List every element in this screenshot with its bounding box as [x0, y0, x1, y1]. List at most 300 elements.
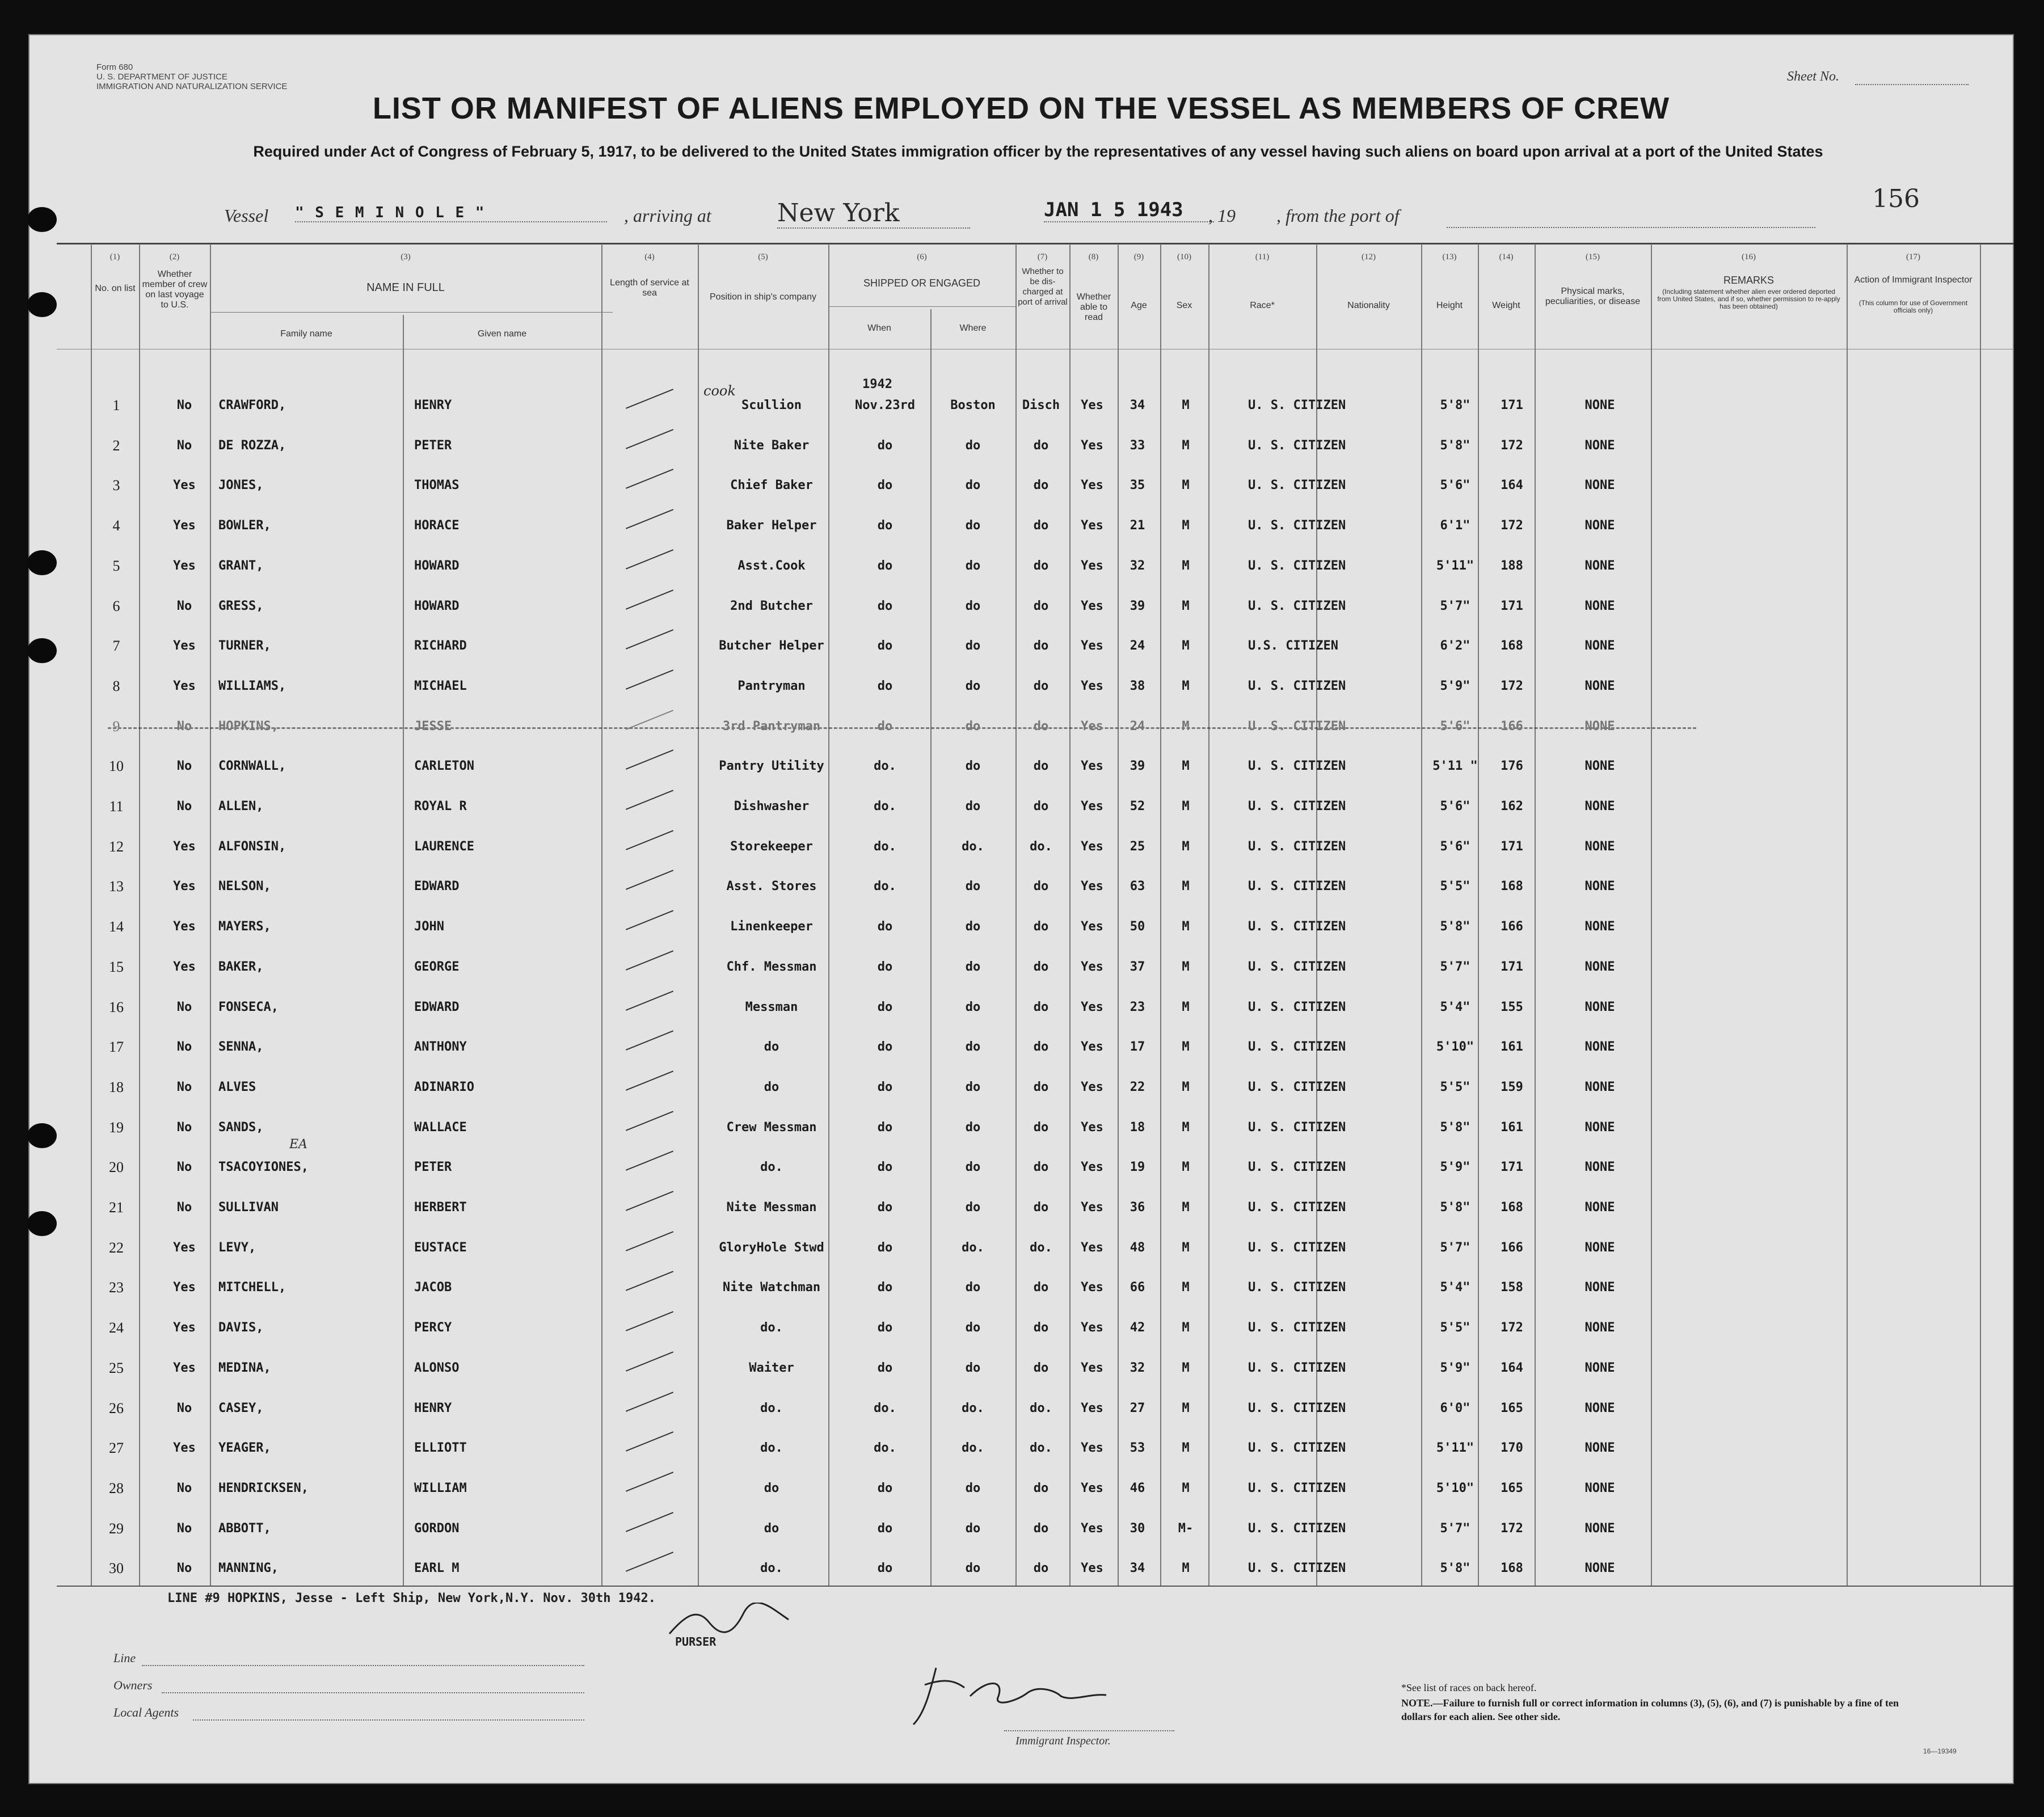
- height: 5'9": [1440, 1160, 1470, 1174]
- row-number: 16: [109, 999, 124, 1015]
- where-engaged: do: [965, 920, 981, 934]
- discharged: do: [1033, 920, 1049, 934]
- family-name: HOPKINS,: [218, 719, 279, 733]
- col-number: (7): [1037, 252, 1048, 262]
- table-row: [28, 747, 2014, 786]
- prev-voyage: No: [176, 398, 192, 412]
- position: Chief Baker: [730, 478, 813, 492]
- given-name: HOWARD: [414, 599, 460, 613]
- physical-marks: NONE: [1584, 1561, 1615, 1575]
- family-name: SENNA,: [218, 1040, 264, 1054]
- discharged: do: [1033, 759, 1049, 773]
- agents-field: [193, 1719, 584, 1721]
- weight: 165: [1501, 1401, 1523, 1415]
- family-name: DE ROZZA,: [218, 439, 286, 453]
- inspector-signature: [891, 1662, 1129, 1730]
- prev-voyage: Yes: [173, 960, 196, 974]
- position: do: [764, 1521, 779, 1536]
- physical-marks: NONE: [1584, 1080, 1615, 1094]
- given-name: JOHN: [414, 920, 444, 934]
- prev-voyage: Yes: [173, 1280, 196, 1295]
- prev-voyage: No: [176, 1200, 192, 1215]
- family-name: LEVY,: [218, 1241, 256, 1255]
- when-engaged: do: [877, 1481, 893, 1495]
- position: Butcher Helper: [719, 639, 824, 653]
- height: 5'6": [1440, 799, 1470, 813]
- race-nationality: U. S. CITIZEN: [1248, 1000, 1346, 1014]
- table-row: [28, 988, 2014, 1027]
- when-engaged: do: [877, 1120, 893, 1135]
- able-to-read: Yes: [1081, 398, 1103, 412]
- when-engaged: do: [877, 439, 893, 453]
- table-row: [28, 1027, 2014, 1067]
- able-to-read: Yes: [1081, 439, 1103, 453]
- col-number: (4): [644, 252, 655, 262]
- prev-voyage: Yes: [173, 1441, 196, 1455]
- sex: M: [1182, 1280, 1190, 1295]
- height: 5'11": [1436, 1441, 1474, 1455]
- from-label: , from the port of: [1276, 205, 1400, 226]
- sex: M: [1182, 639, 1190, 653]
- height: 5'10": [1436, 1040, 1474, 1054]
- row-number: 29: [109, 1520, 124, 1537]
- name-correction: EA: [289, 1137, 307, 1152]
- table-row: [28, 546, 2014, 586]
- agents-label: Local Agents: [113, 1705, 179, 1719]
- race-nationality: U. S. CITIZEN: [1248, 1160, 1346, 1174]
- discharged: do: [1033, 1200, 1049, 1215]
- header-able-read: Whether able to read: [1076, 292, 1111, 322]
- sheet-number-line: [1855, 84, 1969, 85]
- given-name: PETER: [414, 439, 452, 453]
- given-name: ROYAL R: [414, 799, 467, 813]
- strike-through-line: [108, 727, 1696, 729]
- penalty-note: NOTE.—Failure to furnish full or correct information in columns (3), (5), (6), and (7) is punishable by a fine of ten dollars for each alien. See other side.: [1401, 1697, 1899, 1722]
- col-number: (16): [1742, 252, 1756, 262]
- table-row: [28, 787, 2014, 827]
- service-length-mark: [626, 1191, 673, 1211]
- weight: 155: [1501, 1000, 1523, 1014]
- weight: 166: [1501, 1241, 1523, 1255]
- able-to-read: Yes: [1081, 559, 1103, 573]
- physical-marks: NONE: [1584, 1120, 1615, 1135]
- physical-marks: NONE: [1584, 1160, 1615, 1174]
- age: 34: [1130, 398, 1145, 412]
- weight: 170: [1501, 1441, 1523, 1455]
- sex: M: [1182, 559, 1190, 573]
- service-length-mark: [626, 1351, 673, 1372]
- weight: 172: [1501, 679, 1523, 693]
- family-name: SULLIVAN: [218, 1200, 279, 1215]
- row-number: 1: [112, 397, 120, 414]
- position: do: [764, 1040, 779, 1054]
- age: 32: [1130, 559, 1145, 573]
- race-nationality: U. S. CITIZEN: [1248, 518, 1346, 533]
- sex: M: [1182, 1160, 1190, 1174]
- when-engaged: do: [877, 1361, 893, 1375]
- physical-marks: NONE: [1584, 1241, 1615, 1255]
- position: 2nd Butcher: [730, 599, 813, 613]
- age: 24: [1130, 639, 1145, 653]
- row-number: 27: [109, 1440, 124, 1456]
- row-number: 3: [112, 477, 120, 494]
- physical-marks: NONE: [1584, 879, 1615, 893]
- shipped-header-rule: [828, 306, 1015, 307]
- vessel-name: " S E M I N O L E ": [295, 204, 607, 222]
- age: 18: [1130, 1120, 1145, 1135]
- sex: M: [1182, 1441, 1190, 1455]
- when-engaged: do: [877, 920, 893, 934]
- given-name: HENRY: [414, 1401, 452, 1415]
- table-row: [28, 426, 2014, 466]
- service-length-mark: [626, 1070, 673, 1091]
- where-engaged: do: [965, 1280, 981, 1295]
- service-length-mark: [626, 389, 673, 409]
- sex: M: [1182, 759, 1190, 773]
- given-name: PERCY: [414, 1321, 452, 1335]
- position: Pantry Utility: [719, 759, 824, 773]
- position: GloryHole Stwd: [719, 1241, 824, 1255]
- when-engaged: do.: [874, 759, 896, 773]
- service-length-mark: [626, 1231, 673, 1251]
- height: 5'11 ": [1432, 759, 1478, 773]
- family-name: ALVES: [218, 1080, 256, 1094]
- able-to-read: Yes: [1081, 1481, 1103, 1495]
- service-length-mark: [626, 910, 673, 930]
- when-engaged: do: [877, 1080, 893, 1094]
- physical-marks: NONE: [1584, 840, 1615, 854]
- table-row: [28, 1348, 2014, 1388]
- able-to-read: Yes: [1081, 920, 1103, 934]
- discharged: do: [1033, 1521, 1049, 1536]
- position: Nite Baker: [734, 439, 810, 453]
- family-name: GRESS,: [218, 599, 264, 613]
- where-engaged: do: [965, 559, 981, 573]
- weight: 172: [1501, 439, 1523, 453]
- weight: 166: [1501, 719, 1523, 733]
- height: 5'5": [1440, 1080, 1470, 1094]
- when-engaged: do: [877, 1160, 893, 1174]
- weight: 171: [1501, 960, 1523, 974]
- sex: M: [1182, 1361, 1190, 1375]
- height: 5'5": [1440, 1321, 1470, 1335]
- physical-marks: NONE: [1584, 599, 1615, 613]
- sex: M: [1182, 1241, 1190, 1255]
- service-length-mark: [626, 669, 673, 690]
- race-nationality: U. S. CITIZEN: [1248, 679, 1346, 693]
- physical-marks: NONE: [1584, 719, 1615, 733]
- col-number: (13): [1442, 252, 1457, 262]
- when-engaged: do: [877, 1561, 893, 1575]
- physical-marks: NONE: [1584, 960, 1615, 974]
- discharged: do: [1033, 1120, 1049, 1135]
- row-number: 6: [112, 598, 120, 614]
- table-row: [28, 386, 2014, 425]
- sex: M: [1182, 1120, 1190, 1135]
- able-to-read: Yes: [1081, 759, 1103, 773]
- row-number: 19: [109, 1119, 124, 1136]
- physical-marks: NONE: [1584, 1361, 1615, 1375]
- table-row: [28, 707, 2014, 747]
- given-name: ELLIOTT: [414, 1441, 467, 1455]
- family-name: CRAWFORD,: [218, 398, 286, 412]
- able-to-read: Yes: [1081, 1561, 1103, 1575]
- prev-voyage: No: [176, 719, 192, 733]
- physical-marks: NONE: [1584, 1481, 1615, 1495]
- prev-voyage: Yes: [173, 559, 196, 573]
- age: 35: [1130, 478, 1145, 492]
- when-engaged: do: [877, 639, 893, 653]
- race-nationality: U. S. CITIZEN: [1248, 1441, 1346, 1455]
- race-nationality: U. S. CITIZEN: [1248, 439, 1346, 453]
- position: do.: [760, 1321, 783, 1335]
- given-name: ADINARIO: [414, 1080, 474, 1094]
- row-number: 23: [109, 1279, 124, 1296]
- where-engaged: do: [965, 1080, 981, 1094]
- row-number: 28: [109, 1480, 124, 1496]
- where-engaged: do: [965, 759, 981, 773]
- row-number: 17: [109, 1039, 124, 1055]
- weight: 168: [1501, 879, 1523, 893]
- given-name: HERBERT: [414, 1200, 467, 1215]
- height: 5'7": [1440, 1241, 1470, 1255]
- weight: 164: [1501, 478, 1523, 492]
- able-to-read: Yes: [1081, 1040, 1103, 1054]
- when-engaged: do: [877, 478, 893, 492]
- table-row: [28, 1108, 2014, 1148]
- service-length-mark: [626, 1030, 673, 1051]
- weight: 159: [1501, 1080, 1523, 1094]
- given-name: EUSTACE: [414, 1241, 467, 1255]
- discharged: do: [1033, 719, 1049, 733]
- when-engaged: do: [877, 599, 893, 613]
- punch-hole: [27, 1123, 57, 1148]
- first-row-year: 1942: [862, 377, 892, 391]
- discharged: do: [1033, 1040, 1049, 1054]
- when-engaged: do.: [874, 799, 896, 813]
- race-nationality: U. S. CITIZEN: [1248, 799, 1346, 813]
- given-name: EDWARD: [414, 1000, 460, 1014]
- where-engaged: do: [965, 1120, 981, 1135]
- sex: M: [1182, 1200, 1190, 1215]
- table-row: [28, 587, 2014, 626]
- height: 5'4": [1440, 1000, 1470, 1014]
- sex: M: [1182, 1000, 1190, 1014]
- where-engaged: do: [965, 1200, 981, 1215]
- where-engaged: do: [965, 1481, 981, 1495]
- height: 6'2": [1440, 639, 1470, 653]
- when-engaged: do: [877, 719, 893, 733]
- position: Storekeeper: [730, 840, 813, 854]
- form-number: Form 680: [96, 62, 133, 72]
- age: 22: [1130, 1080, 1145, 1094]
- table-row: [28, 1428, 2014, 1468]
- race-nationality: U. S. CITIZEN: [1248, 1241, 1346, 1255]
- height: 5'8": [1440, 1561, 1470, 1575]
- sex: M: [1182, 398, 1190, 412]
- where-engaged: do: [965, 1000, 981, 1014]
- position: do.: [760, 1441, 783, 1455]
- race-nationality: U. S. CITIZEN: [1248, 599, 1346, 613]
- position: Asst.Cook: [737, 559, 806, 573]
- header-prev-voyage: Whether member of crew on last voyage to U.S.: [142, 269, 208, 310]
- col-number: (15): [1586, 252, 1600, 262]
- age: 25: [1130, 840, 1145, 854]
- race-nationality: U. S. CITIZEN: [1248, 1280, 1346, 1295]
- where-engaged: do.: [962, 1241, 984, 1255]
- row-number: 12: [109, 838, 124, 855]
- race-nationality: U. S. CITIZEN: [1248, 1200, 1346, 1215]
- where-engaged: do: [965, 960, 981, 974]
- age: 42: [1130, 1321, 1145, 1335]
- weight: 165: [1501, 1481, 1523, 1495]
- prev-voyage: No: [176, 1481, 192, 1495]
- when-engaged: do.: [874, 879, 896, 893]
- family-name: BAKER,: [218, 960, 264, 974]
- given-name: HOWARD: [414, 559, 460, 573]
- form-id: [96, 62, 287, 91]
- prev-voyage: Yes: [173, 840, 196, 854]
- col-number: (1): [109, 252, 120, 262]
- when-engaged: do.: [874, 1441, 896, 1455]
- physical-marks: NONE: [1584, 1441, 1615, 1455]
- races-note: *See list of races on back hereof.: [1401, 1682, 1537, 1693]
- row-number: 15: [109, 959, 124, 975]
- table-row: [28, 1509, 2014, 1549]
- physical-marks: NONE: [1584, 1321, 1615, 1335]
- sheet-number-label: Sheet No.: [1787, 69, 1839, 84]
- race-nationality: U. S. CITIZEN: [1248, 1120, 1346, 1135]
- age: 32: [1130, 1361, 1145, 1375]
- when-engaged: do: [877, 1280, 893, 1295]
- header-action-note: (This column for use of Government officials only): [1858, 299, 1968, 314]
- able-to-read: Yes: [1081, 1080, 1103, 1094]
- header-length-service: Length of service at sea: [610, 278, 689, 298]
- given-name: ALONSO: [414, 1361, 460, 1375]
- prev-voyage: No: [176, 599, 192, 613]
- discharged: do: [1033, 639, 1049, 653]
- race-nationality: U. S. CITIZEN: [1248, 759, 1346, 773]
- col-number: (2): [169, 252, 180, 262]
- position: Crew Messman: [726, 1120, 817, 1135]
- line-field: [142, 1665, 584, 1666]
- family-name: GRANT,: [218, 559, 264, 573]
- discharged: do.: [1030, 1241, 1052, 1255]
- prev-voyage: No: [176, 799, 192, 813]
- race-nationality: U. S. CITIZEN: [1248, 879, 1346, 893]
- prev-voyage: No: [176, 1080, 192, 1094]
- when-engaged: do: [877, 1321, 893, 1335]
- family-name: DAVIS,: [218, 1321, 264, 1335]
- physical-marks: NONE: [1584, 1280, 1615, 1295]
- family-name: ALFONSIN,: [218, 840, 286, 854]
- header-remarks: REMARKS: [1723, 275, 1774, 286]
- height: 6'0": [1440, 1401, 1470, 1415]
- sex: M: [1182, 478, 1190, 492]
- given-name: EARL M: [414, 1561, 460, 1575]
- where-engaged: do: [965, 1321, 981, 1335]
- sex: M: [1182, 1040, 1190, 1054]
- cook-annotation: cook: [703, 383, 736, 399]
- family-name: TSACOYIONES,: [218, 1160, 309, 1174]
- race-nationality: U. S. CITIZEN: [1248, 1401, 1346, 1415]
- service-length-mark: [626, 549, 673, 570]
- where-engaged: do: [965, 478, 981, 492]
- position: do.: [760, 1561, 783, 1575]
- table-row: [28, 907, 2014, 947]
- age: 46: [1130, 1481, 1145, 1495]
- sex: M: [1182, 1401, 1190, 1415]
- sex: M: [1182, 960, 1190, 974]
- prev-voyage: Yes: [173, 879, 196, 893]
- race-nationality: U. S. CITIZEN: [1248, 398, 1346, 412]
- given-name: WILLIAM: [414, 1481, 467, 1495]
- sex: M: [1182, 1481, 1190, 1495]
- discharged: do.: [1030, 1401, 1052, 1415]
- sex: M: [1182, 439, 1190, 453]
- given-name: GORDON: [414, 1521, 460, 1536]
- physical-marks: NONE: [1584, 559, 1615, 573]
- sex: M: [1182, 799, 1190, 813]
- where-engaged: do: [965, 439, 981, 453]
- service-length-mark: [626, 990, 673, 1011]
- race-nationality: U. S. CITIZEN: [1248, 1561, 1346, 1575]
- prev-voyage: Yes: [173, 518, 196, 533]
- family-name: TURNER,: [218, 639, 271, 653]
- manifest-sheet: [28, 34, 2014, 1784]
- physical-marks: NONE: [1584, 1401, 1615, 1415]
- height: 5'8": [1440, 1200, 1470, 1215]
- table-row: [28, 1268, 2014, 1308]
- height: 5'8": [1440, 920, 1470, 934]
- height: 6'1": [1440, 518, 1470, 533]
- able-to-read: Yes: [1081, 1200, 1103, 1215]
- physical-marks: NONE: [1584, 1200, 1615, 1215]
- height: 5'11": [1436, 559, 1474, 573]
- discharged: do: [1033, 599, 1049, 613]
- arriving-label: , arriving at: [624, 205, 711, 226]
- given-name: JACOB: [414, 1280, 452, 1295]
- table-row: [28, 506, 2014, 546]
- race-nationality: U. S. CITIZEN: [1248, 1481, 1346, 1495]
- service-length-mark: [626, 1552, 673, 1572]
- where-engaged: do: [965, 1521, 981, 1536]
- discharged: do: [1033, 799, 1049, 813]
- able-to-read: Yes: [1081, 639, 1103, 653]
- header-discharged: Whether to be dis-charged at port of arrival: [1018, 267, 1068, 307]
- inspector-line: [1004, 1730, 1174, 1731]
- service-length-mark: [626, 589, 673, 610]
- given-name: HENRY: [414, 398, 452, 412]
- arriving-port: New York: [777, 199, 970, 229]
- where-engaged: Boston: [950, 398, 996, 412]
- where-engaged: do: [965, 1040, 981, 1054]
- weight: 168: [1501, 639, 1523, 653]
- row-number: 26: [109, 1400, 124, 1416]
- sex: M: [1182, 879, 1190, 893]
- able-to-read: Yes: [1081, 1241, 1103, 1255]
- age: 36: [1130, 1200, 1145, 1215]
- weight: 172: [1501, 1321, 1523, 1335]
- able-to-read: Yes: [1081, 799, 1103, 813]
- row-number: 9: [112, 718, 120, 735]
- header-nationality: Nationality: [1347, 301, 1390, 310]
- sex: M: [1182, 920, 1190, 934]
- row-number: 30: [109, 1560, 124, 1576]
- table-row: [28, 1549, 2014, 1588]
- given-name: MICHAEL: [414, 679, 467, 693]
- when-engaged: do.: [874, 840, 896, 854]
